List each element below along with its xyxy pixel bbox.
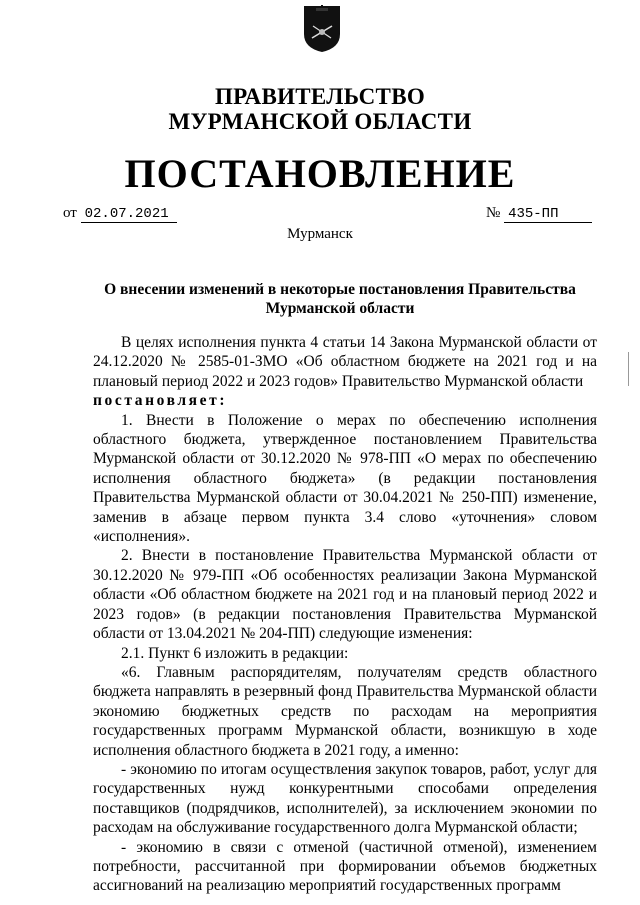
paragraph-1: 1. Внести в Положение о мерах по обеспечению исполнения областного бюджета, утвержденное постановлением Правительства Мурманской области от 30.12.2020 № 978-ПП «О мерах по обеспечению исполнения областного бюджета» (в редакции постановления Правительства Мурманской области от 30.04.2021 № 250-ПП) изменение, заменив в абзаце первом пункта 3.4 слово «уточнения» словом «исполнения». <box>93 411 597 546</box>
city: Мурманск <box>287 226 353 242</box>
bullet-2: - экономию в связи с отменой (частичной отменой), изменением потребности, рассчитанной при формировании объемов бюджетных ассигнований на реализацию мероприятий государственных программ <box>93 838 597 895</box>
document-date <box>63 205 177 223</box>
date-prefix: от <box>63 205 77 221</box>
document-type-title: ПОСТАНОВЛЕНИЕ <box>124 151 516 196</box>
org-name-line2: МУРМАНСКОЙ ОБЛАСТИ <box>168 109 472 134</box>
margin-mark <box>628 352 633 386</box>
number-prefix: № <box>486 205 501 221</box>
number-value: 435-ПП <box>508 206 559 222</box>
coat-of-arms-icon <box>302 4 342 54</box>
org-name-line1: ПРАВИТЕЛЬСТВО <box>214 84 426 109</box>
date-value: 02.07.2021 <box>84 206 169 222</box>
document-body <box>93 333 597 896</box>
decree-word: постановляет: <box>93 392 228 410</box>
document-subject: О внесении изменений в некоторые постановления Правительства Мурманской области <box>104 281 576 317</box>
bullet-1: - экономию по итогам осуществления закупок товаров, работ, услуг для государственных нужд конкурентными способами определения поставщиков (подрядчиков, исполнителей), за исключением экономии по расходам на обслуживание государственного долга Мурманской области; <box>93 760 597 837</box>
intro-paragraph: В целях исполнения пункта 4 статьи 14 Закона Мурманской области от 24.12.2020 № 2585-01-ЗМО «Об областном бюджете на 2021 год и на плановый период 2022 и 2023 годов» Правительство Мурманской области <box>93 334 597 390</box>
document-number <box>486 205 592 223</box>
paragraph-2: 2. Внести в постановление Правительства Мурманской области от 30.12.2020 № 979-ПП «Об особенностях реализации Закона Мурманской области «Об областном бюджете на 2021 год и на плановый период 2022 и 2023 годов» (в редакции постановления Правительства Мурманской области от 13.04.2021 № 204-ПП) следующие изменения: <box>93 547 597 643</box>
paragraph-6: «6. Главным распорядителям, получателям средств областного бюджета направлять в резервный фонд Правительства Мурманской области экономию бюджетных средств по расходам на мероприятия государственных программ Мурманской области, возникшую в ходе исполнения областного бюджета в 2021 году, а именно: <box>93 663 597 759</box>
paragraph-2-1: 2.1. Пункт 6 изложить в редакции: <box>121 644 349 662</box>
